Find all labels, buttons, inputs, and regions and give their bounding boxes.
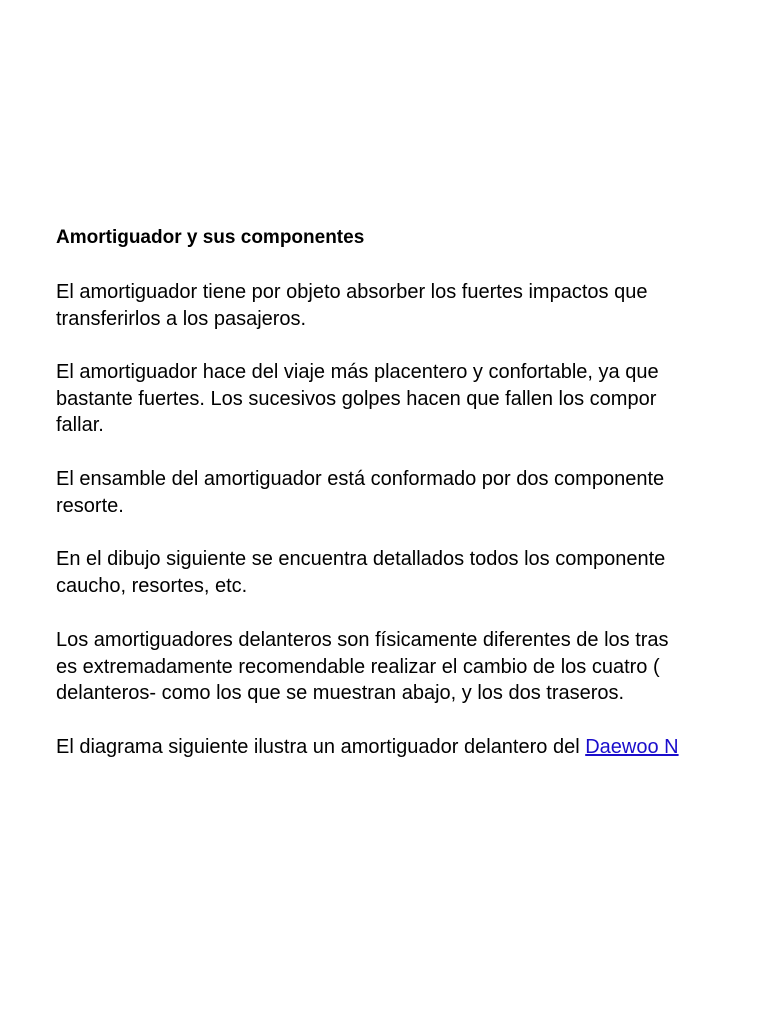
paragraph-2	[56, 359, 659, 439]
paragraph-4-line-1: En el dibujo siguiente se encuentra detallados todos los componente	[56, 548, 666, 570]
paragraph-6-text: El diagrama siguiente ilustra un amortiguador delantero del	[56, 736, 586, 758]
paragraph-3-line-1: El ensamble del amortiguador está conformado por dos componente	[56, 468, 665, 490]
paragraph-4	[56, 546, 665, 599]
daewoo-link[interactable]: Daewoo N	[585, 736, 679, 758]
paragraph-1-line-2: transferirlos a los pasajeros.	[56, 307, 307, 330]
paragraph-2-line-1: El amortiguador hace del viaje más placentero y confortable, ya que	[56, 361, 659, 383]
paragraph-2-line-3: fallar.	[56, 414, 104, 436]
paragraph-1	[56, 279, 647, 332]
paragraph-5-line-3: delanteros- como los que se muestran abajo, y los dos traseros.	[56, 682, 625, 704]
paragraph-1-line-1: El amortiguador tiene por objeto absorber los fuertes impactos que	[56, 281, 648, 303]
paragraph-3-line-2: resorte.	[56, 494, 124, 517]
paragraph-3	[56, 466, 664, 519]
paragraph-2-line-2: bastante fuertes. Los sucesivos golpes hacen que fallen los compor	[56, 387, 657, 410]
paragraph-6	[56, 734, 679, 761]
paragraph-4-line-2: caucho, resortes, etc.	[56, 574, 248, 597]
paragraph-5-line-1: Los amortiguadores delanteros son físicamente diferentes de los tras	[56, 629, 669, 651]
paragraph-5-line-2: es extremadamente recomendable realizar el cambio de los cuatro (	[56, 655, 660, 678]
page-title: Amortiguador y sus componentes	[56, 227, 365, 248]
paragraph-5	[56, 627, 669, 707]
